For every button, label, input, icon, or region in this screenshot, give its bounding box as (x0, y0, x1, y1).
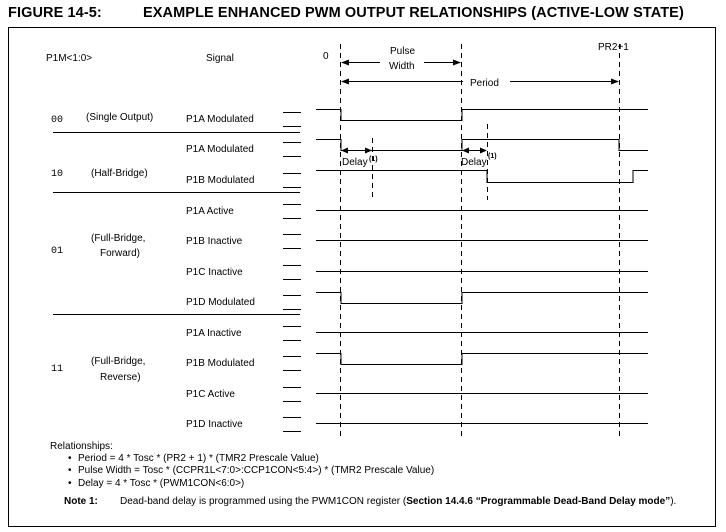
mode-code: 01 (51, 246, 64, 257)
signal-label: P1B Modulated (186, 175, 255, 186)
signal-label: P1A Inactive (186, 328, 242, 339)
time-zero-label: 0 (323, 51, 329, 62)
relationship-item: • Pulse Width = Tosc * (CCPR1L<7:0>:CCP1CON<5:4>) * (TMR2 Prescale Value) (78, 465, 434, 477)
relationship-item: • Delay = 4 * Tosc * (PWM1CON<6:0>) (78, 478, 434, 490)
period-label: Period (470, 78, 499, 89)
footnote (64, 496, 714, 509)
section-reference: Section 14.4.6 “Programmable Dead-Band Delay mode” (406, 496, 671, 507)
signal-waveform (316, 110, 648, 121)
arrowhead (341, 79, 349, 85)
signal-label: P1D Modulated (186, 297, 255, 308)
relationships (50, 441, 434, 490)
arrowhead (341, 60, 349, 66)
footnote-label: Note 1: (64, 496, 98, 507)
mode-code: 11 (51, 364, 64, 375)
delay-label: Delay (461, 157, 487, 168)
signal-waveform (316, 293, 648, 304)
arrowhead (462, 148, 469, 154)
pulse-width-label: Pulse (390, 46, 416, 57)
figure-number: FIGURE 14-5: (8, 5, 102, 21)
pulse-width-label: Width (389, 61, 415, 72)
signal-label: P1A Modulated (186, 144, 254, 155)
mode-label: (Half-Bridge) (91, 168, 148, 179)
arrowhead (611, 79, 619, 85)
relationship-item: • Period = 4 * Tosc * (PR2 + 1) * (TMR2 Prescale Value) (78, 453, 434, 465)
signal-waveform (316, 171, 648, 183)
signal-label: P1A Active (186, 206, 234, 217)
figure-title: EXAMPLE ENHANCED PWM OUTPUT RELATIONSHIPS (ACTIVE-LOW STATE) (143, 5, 684, 21)
mode-column-header: P1M<1:0> (46, 53, 93, 64)
mode-label: (Full-Bridge, (91, 233, 146, 244)
mode-label: Forward) (100, 248, 141, 259)
signal-label: P1A Modulated (186, 114, 254, 125)
mode-code: 00 (51, 115, 64, 126)
mode-label: Reverse) (100, 372, 141, 383)
signal-label: P1D Inactive (186, 419, 243, 430)
signal-label: P1C Active (186, 389, 235, 400)
signal-label: P1C Inactive (186, 267, 243, 278)
signal-column-header: Signal (206, 53, 234, 64)
relationships-heading: Relationships: (50, 441, 113, 452)
signal-waveform (316, 354, 648, 365)
pr2-label: PR2+1 (598, 42, 629, 53)
footnote-text: Dead-band delay is programmed using the PWM1CON register (Section 14.4.6 “Programmable Dead-Band Delay mode”). (120, 496, 677, 507)
delay-label: Delay (342, 157, 368, 168)
signal-label: P1B Inactive (186, 236, 243, 247)
arrowhead (480, 148, 487, 154)
signal-label: P1B Modulated (186, 358, 255, 369)
mode-label: (Full-Bridge, (91, 356, 146, 367)
arrowhead (453, 60, 461, 66)
delay-footnote-ref: (1) (369, 156, 378, 163)
delay-footnote-ref: (1) (488, 153, 497, 160)
mode-code: 10 (51, 169, 64, 180)
mode-label: (Single Output) (86, 112, 154, 123)
